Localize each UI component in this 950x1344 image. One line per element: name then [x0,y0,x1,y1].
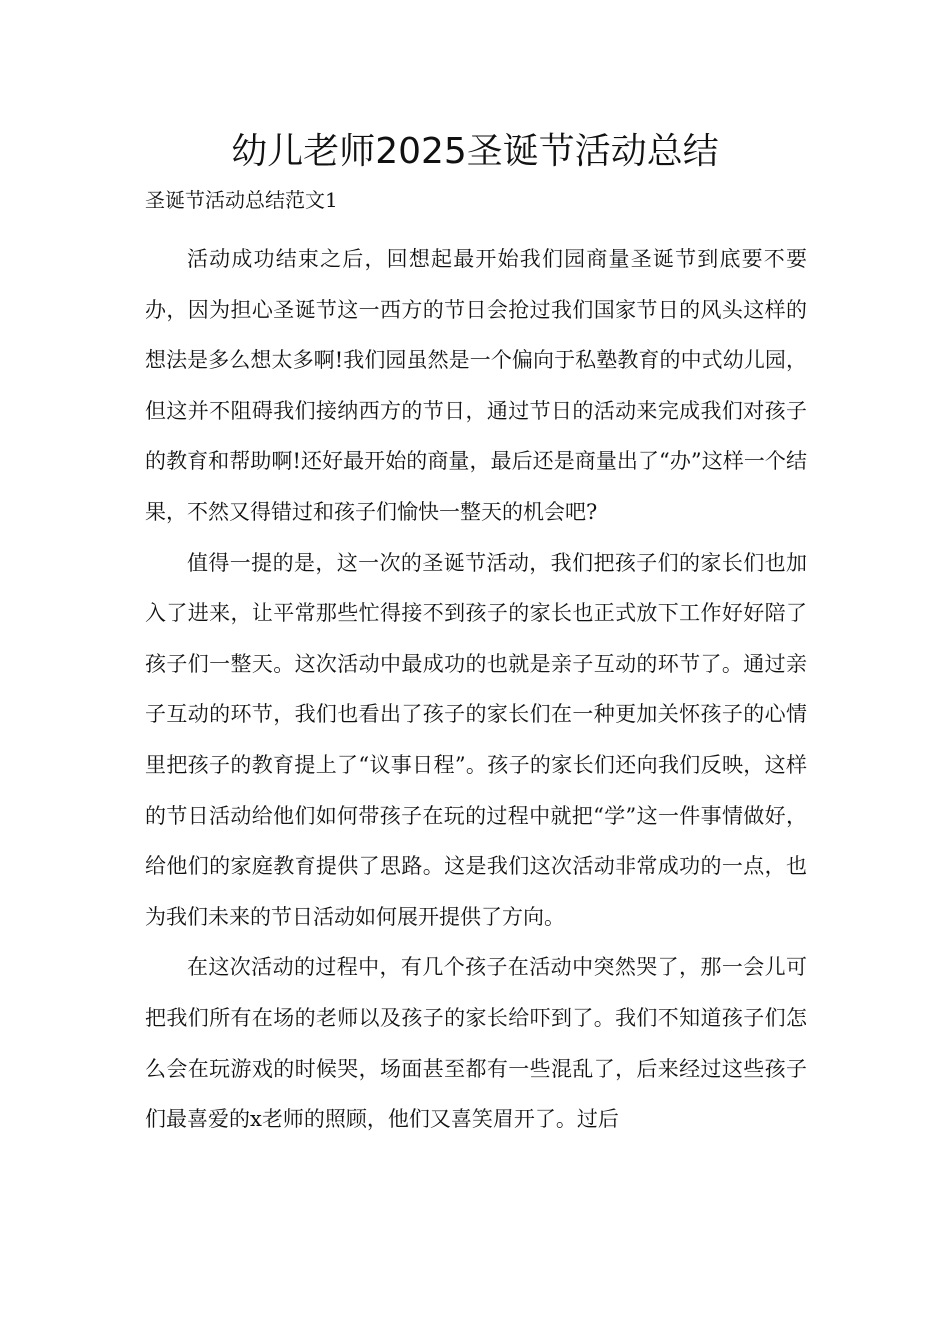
paragraph: 活动成功结束之后，回想起最开始我们园商量圣诞节到底要不要办，因为担心圣诞节这一西方的节日会抢过我们国家节日的风头这样的想法是多么想太多啊!我们园虽然是一个偏向于私塾教育的中式幼儿园，但这并不阻碍我们接纳西方的节日，通过节日的活动来完成我们对孩子的教育和帮助啊!还好最开始的商量，最后还是商量出了“办”这样一个结果，不然又得错过和孩子们愉快一整天的机会吧? [145,247,807,524]
paragraph: 在这次活动的过程中，有几个孩子在活动中突然哭了，那一会儿可把我们所有在场的老师以及孩子的家长给吓到了。我们不知道孩子们怎么会在玩游戏的时候哭，场面甚至都有一些混乱了，后来经过这些孩子们最喜爱的x老师的照顾，他们又喜笑眉开了。过后 [145,955,807,1132]
paragraph: 值得一提的是，这一次的圣诞节活动，我们把孩子们的家长们也加入了进来，让平常那些忙得接不到孩子的家长也正式放下工作好好陪了孩子们一整天。这次活动中最成功的也就是亲子互动的环节了。通过亲子互动的环节，我们也看出了孩子的家长们在一种更加关怀孩子的心情里把孩子的教育提上了“议事日程”。孩子的家长们还向我们反映，这样的节日活动给他们如何带孩子在玩的过程中就把“学”这一件事情做好，给他们的家庭教育提供了思路。这是我们这次活动非常成功的一点，也为我们未来的节日活动如何展开提供了方向。 [145,550,807,929]
document-title: 幼儿老师2025圣诞节活动总结 [231,131,719,172]
document-subtitle: 圣诞节活动总结范文1 [145,188,338,212]
document-body [145,234,807,1145]
